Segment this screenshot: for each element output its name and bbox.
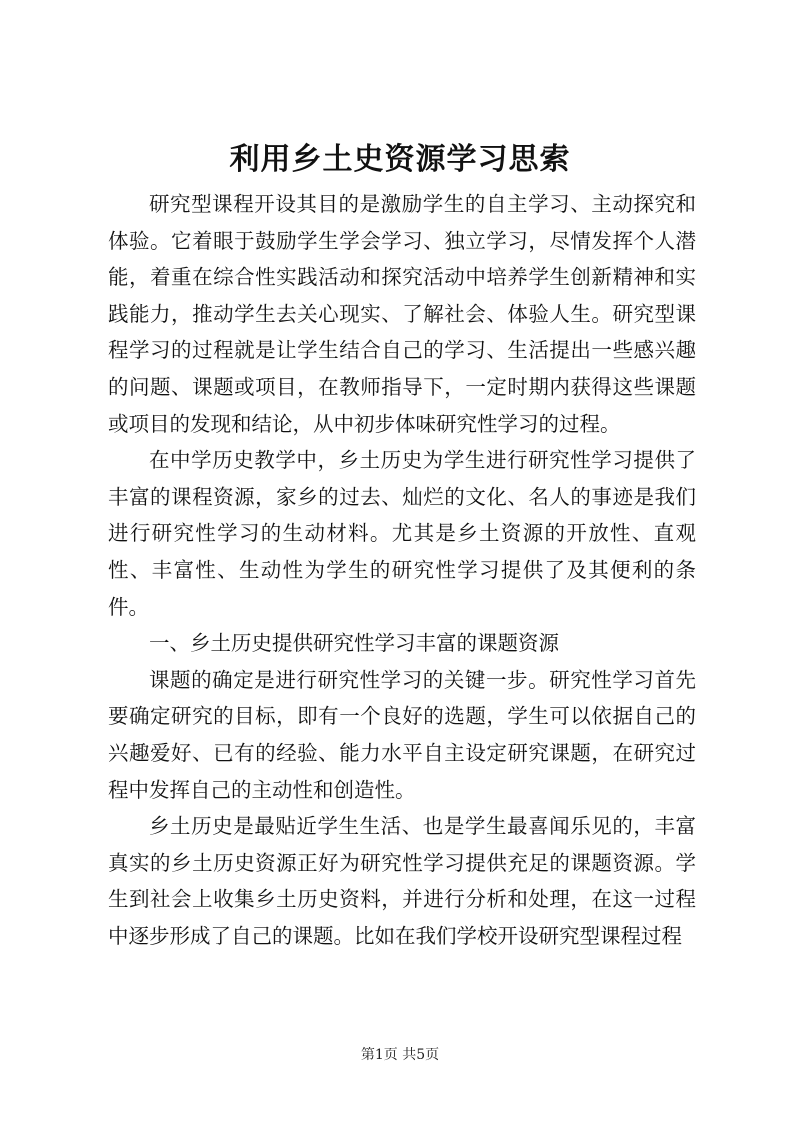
- section-heading-1: 一、乡土历史提供研究性学习丰富的课题资源: [149, 631, 559, 656]
- paragraph-local-history: 乡土历史是最贴近学生生活、也是学生最喜闻乐见的，丰富真实的乡土历史资源正好为研究性学习提供充足的课题资源。学生到社会上收集乡土历史资料，并进行分析和处理，在这一过程中逐步形成了自己的课题。比如在我们学校开设研究型课程过程: [108, 814, 696, 948]
- document-body: [108, 186, 696, 954]
- paragraph-intro: 研究型课程开设其目的是激励学生的自主学习、主动探究和体验。它着眼于鼓励学生学会学习、独立学习，尽情发挥个人潜能，着重在综合性实践活动和探究活动中培养学生创新精神和实践能力，推动学生去关心现实、了解社会、体验人生。研究型课程学习的过程就是让学生结合自己的学习、生活提出一些感兴趣的问题、课题或项目，在教师指导下，一定时期内获得这些课题或项目的发现和结论，从中初步体味研究性学习的过程。: [108, 192, 696, 436]
- paragraph-topic-selection: 课题的确定是进行研究性学习的关键一步。研究性学习首先要确定研究的目标，即有一个良好的选题，学生可以依据自己的兴趣爱好、已有的经验、能力水平自主设定研究课题，在研究过程中发挥自己的主动性和创造性。: [108, 667, 696, 802]
- paragraph-history-teaching: 在中学历史教学中，乡土历史为学生进行研究性学习提供了丰富的课程资源，家乡的过去、灿烂的文化、名人的事迹是我们进行研究性学习的生动材料。尤其是乡土资源的开放性、直观性、丰富性、生动性为学生的研究性学习提供了及其便利的条件。: [108, 448, 696, 619]
- page-footer: 第1页 共5页: [360, 1047, 440, 1063]
- document-title: 利用乡土史资源学习思索: [229, 142, 571, 177]
